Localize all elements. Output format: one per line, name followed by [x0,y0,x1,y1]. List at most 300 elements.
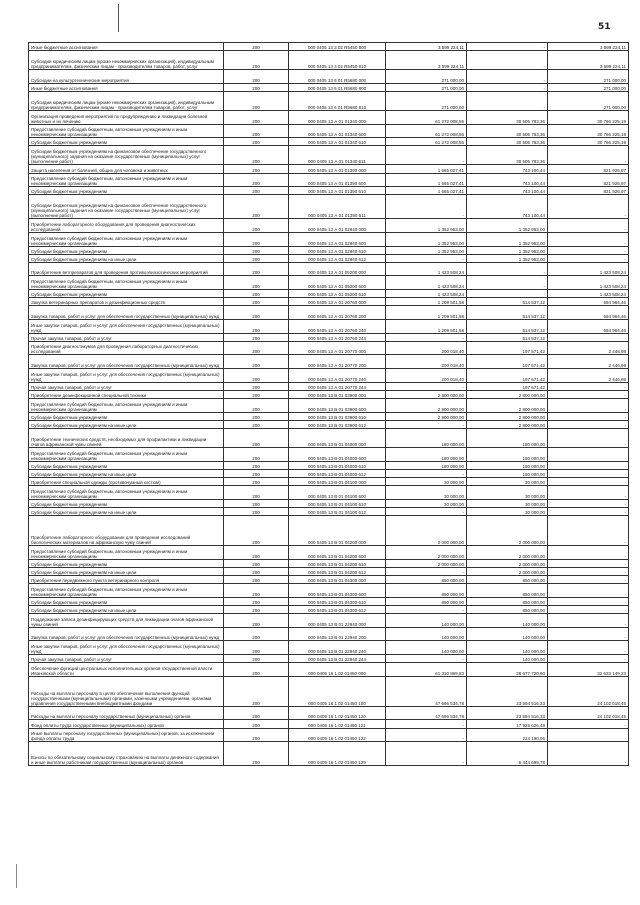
row-unexecuted-cell: - [548,742,629,766]
row-executed-cell: 180 000,00 [467,469,548,477]
row-approved-cell: 850 000,00 [386,584,467,598]
row-ved-code-cell: 200 [224,614,289,628]
row-budget-code-cell: 000 0405 13 А 01 02840 612 [289,254,386,262]
row-approved-cell: 200 018,40 [386,369,467,383]
table-row [29,173,629,187]
table-row [29,187,629,195]
table-row [29,559,629,567]
row-budget-code-cell: 000 0405 16 1 02 01450 100 [289,676,386,706]
row-approved-cell: 1 423 508,24 [386,290,467,298]
row-approved-cell: 30 000,00 [386,499,467,507]
row-name-cell: Фонд оплаты труда государственных (муниципальных) органов [29,720,224,728]
row-name-cell: Обеспечение функций центральных исполнительных органов государственной власти Ивановской области [29,663,224,677]
row-ved-code-cell: 200 [224,195,289,219]
table-row [29,720,629,728]
row-name-cell: Предоставление субсидий бюджетным, автономным учреждениям и иным некоммерческим организациям [29,584,224,598]
row-name-cell: Приобретение дезинфекционной специальной техники [29,390,224,398]
row-name-cell: Приобретение диагностикумов для проведения лабораторных диагностических исследований [29,341,224,355]
row-ved-code-cell: 200 [224,720,289,728]
row-unexecuted-cell: 24 102 018,45 [548,676,629,706]
row-budget-code-cell: 000 0405 13 А 01 20760 000 [289,298,386,306]
row-executed-cell: 743 100,44 [467,173,548,187]
row-ved-code-cell: 200 [224,246,289,254]
table-row [29,627,629,641]
row-approved-cell: 140 000,00 [386,641,467,655]
row-approved-cell: 30 000,00 [386,486,467,500]
row-name-cell: Закупка товаров, работ и услуг для обеспечения государственных (муниципальных) нужд [29,627,224,641]
row-budget-code-cell: 000 0405 13 А 01 02840 600 [289,232,386,246]
row-name-cell: Субсидии бюджетным учреждениям [29,597,224,605]
row-ved-code-cell: 200 [224,576,289,584]
row-executed-cell: 2 800 000,00 [467,412,548,420]
row-name-cell: Субсидии на культуртехнические мероприятия [29,70,224,84]
row-unexecuted-cell: 1 423 508,24 [548,276,629,290]
row-approved-cell: 3 599 224,11 [386,51,467,70]
row-unexecuted-cell: - [548,398,629,412]
row-name-cell: Субсидии бюджетным учреждениям [29,290,224,298]
table-row [29,398,629,412]
row-ved-code-cell: 200 [224,382,289,390]
row-unexecuted-cell: 271 000,00 [548,83,629,91]
row-name-cell: Субсидии бюджетным учреждениям [29,461,224,469]
row-unexecuted-cell: - [548,382,629,390]
row-budget-code-cell: 000 0405 13 В 01 04000 610 [289,461,386,469]
row-unexecuted-cell: 694 964,46 [548,320,629,334]
row-budget-code-cell: 000 0405 13 А 01 20760 240 [289,320,386,334]
row-approved-cell: 47 696 534,78 [386,676,467,706]
row-unexecuted-cell: - [548,499,629,507]
row-executed-cell: - [467,70,548,84]
table-row [29,420,629,428]
table-row [29,355,629,369]
row-approved-cell: 1 209 501,58 [386,298,467,306]
table-row [29,428,629,447]
table-row [29,706,629,720]
row-executed-cell: 140 000,00 [467,627,548,641]
row-budget-code-cell: 000 0405 13 А 01 01390 611 [289,195,386,219]
row-ved-code-cell: 200 [224,486,289,500]
row-name-cell: Прочая закупка товаров, работ и услуг [29,654,224,662]
row-budget-code-cell: 000 0405 13 В 01 04200 610 [289,559,386,567]
row-name-cell: Предоставление субсидий бюджетным, автономным учреждениям и иным некоммерческим организациям [29,232,224,246]
row-ved-code-cell: 200 [224,398,289,412]
row-unexecuted-cell: - [548,428,629,447]
row-executed-cell: 180 000,00 [467,461,548,469]
row-budget-code-cell: 000 0405 13 В 01 04100 610 [289,499,386,507]
row-ved-code-cell: 200 [224,219,289,233]
row-unexecuted-cell: 30 766 225,19 [548,138,629,146]
row-executed-cell: 30 505 783,36 [467,146,548,165]
row-budget-code-cell: 000 0405 13 А 01 01340 000 [289,110,386,124]
row-name-cell: Предоставление субсидий бюджетным, автономным учреждениям и иным некоммерческим организациям [29,447,224,461]
row-name-cell: Субсидии бюджетным учреждениям на иные цели [29,469,224,477]
row-name-cell: Приобретение лабораторного оборудования для проведения исследований биологических материалов на африканскую чуму свиней [29,516,224,546]
row-executed-cell: 514 537,12 [467,320,548,334]
row-executed-cell: 30 505 783,36 [467,138,548,146]
row-name-cell: Приобретение ветпрепаратов для проведения противоэпизоотических мероприятий [29,262,224,276]
row-unexecuted-cell: - [548,486,629,500]
row-ved-code-cell: 200 [224,606,289,614]
table-row [29,341,629,355]
row-approved-cell: 1 352 953,00 [386,246,467,254]
row-unexecuted-cell: 2 446,98 [548,369,629,383]
row-executed-cell: - [467,51,548,70]
row-budget-code-cell: 000 0405 13 В 01 04000 600 [289,447,386,461]
row-budget-code-cell: 000 0405 13 В 01 03900 612 [289,420,386,428]
row-unexecuted-cell: 821 926,97 [548,173,629,187]
row-approved-cell: - [386,420,467,428]
row-executed-cell: - [467,276,548,290]
table-row [29,298,629,306]
row-unexecuted-cell: - [548,597,629,605]
row-executed-cell: 850 000,00 [467,584,548,598]
row-executed-cell: 2 800 000,00 [467,420,548,428]
row-unexecuted-cell: - [548,195,629,219]
row-approved-cell: 180 000,00 [386,428,467,447]
row-ved-code-cell: 200 [224,276,289,290]
table-row [29,486,629,500]
row-ved-code-cell: 200 [224,499,289,507]
row-executed-cell: 514 537,12 [467,333,548,341]
row-executed-cell: 850 000,00 [467,576,548,584]
row-unexecuted-cell: - [548,567,629,575]
table-row [29,262,629,276]
row-unexecuted-cell: - [548,614,629,628]
row-approved-cell: 47 696 534,78 [386,706,467,720]
row-ved-code-cell: 200 [224,676,289,706]
row-unexecuted-cell: 2 446,98 [548,355,629,369]
row-ved-code-cell: 200 [224,290,289,298]
table-row [29,290,629,298]
row-name-cell: Иные закупки товаров, работ и услуг для обеспечения государственных (муниципальных) нужд [29,369,224,383]
row-ved-code-cell: 200 [224,51,289,70]
row-name-cell: Приобретение передвижного пункта ветеринарного контроля [29,576,224,584]
row-ved-code-cell: 200 [224,516,289,546]
row-budget-code-cell: 000 0405 13 В 01 22940 000 [289,614,386,628]
row-ved-code-cell: 200 [224,254,289,262]
row-executed-cell: - [467,262,548,276]
row-executed-cell: - [467,83,548,91]
table-row [29,641,629,655]
row-name-cell: Приобретение технических средств, необходимых для профилактики и ликвидации очагов африканской чумы свиней [29,428,224,447]
row-executed-cell: 2 800 000,00 [467,390,548,398]
row-approved-cell: 850 000,00 [386,576,467,584]
row-budget-code-cell: 000 0405 13 В 01 04300 000 [289,576,386,584]
row-approved-cell: 180 000,00 [386,461,467,469]
row-executed-cell: - [467,43,548,51]
row-name-cell: Предоставление субсидий бюджетным, автономным учреждениям и иным некоммерческим организациям [29,124,224,138]
row-budget-code-cell: 000 0405 13 А 01 01390 000 [289,165,386,173]
row-approved-cell: 271 000,00 [386,83,467,91]
row-name-cell: Закупка товаров, работ и услуг для обеспечения государственных (муниципальных) нужд [29,355,224,369]
row-budget-code-cell: 000 0405 13 6 01 R5680 000 [289,70,386,84]
row-budget-code-cell: 000 0405 13 В 01 04100 612 [289,507,386,515]
table-row [29,91,629,110]
table-row [29,584,629,598]
row-name-cell: Субсидии бюджетным учреждениям [29,187,224,195]
table-row [29,138,629,146]
row-ved-code-cell: 200 [224,165,289,173]
row-name-cell: Предоставление субсидий бюджетным, автономным учреждениям и иным некоммерческим организациям [29,546,224,560]
row-name-cell: Расходы на выплаты персоналу в целях обеспечения выполнения функций государственными (муниципальными) органами, казенными учреждениями, органами управления государственными внебюджетными фондами [29,676,224,706]
table-row [29,232,629,246]
row-ved-code-cell: 200 [224,546,289,560]
row-executed-cell: 23 594 516,33 [467,676,548,706]
row-approved-cell: 1 209 501,58 [386,306,467,320]
row-ved-code-cell: 200 [224,91,289,110]
row-approved-cell: 61 272 008,55 [386,110,467,124]
row-name-cell: Предоставление субсидий бюджетным, автономным учреждениям и иным некоммерческим организациям [29,276,224,290]
row-budget-code-cell: 000 0405 13 В 01 04100 600 [289,486,386,500]
row-name-cell: Закупка ветеринарных препаратов и дезинфекционных средств [29,298,224,306]
row-executed-cell: 2 000 000,00 [467,559,548,567]
row-unexecuted-cell: - [548,507,629,515]
row-executed-cell: 140 000,00 [467,654,548,662]
row-unexecuted-cell: - [548,720,629,728]
row-unexecuted-cell: - [548,246,629,254]
row-budget-code-cell: 000 0405 13 А 01 05200 600 [289,276,386,290]
row-budget-code-cell: 000 0405 13 В 01 04300 610 [289,597,386,605]
row-name-cell: Субсидии бюджетным учреждениям на финансовое обеспечение государственного (муниципального) задания на оказание государственных (муниципальных) услуг (выполнение работ) [29,195,224,219]
row-unexecuted-cell: - [548,516,629,546]
row-approved-cell: - [386,720,467,728]
row-approved-cell: - [386,469,467,477]
row-unexecuted-cell: 2 446,98 [548,341,629,355]
row-name-cell: Иные бюджетные ассигнования [29,43,224,51]
table-row [29,390,629,398]
row-ved-code-cell: 200 [224,320,289,334]
row-approved-cell: 30 000,00 [386,477,467,485]
row-unexecuted-cell: 821 926,97 [548,187,629,195]
row-unexecuted-cell: 30 766 225,19 [548,124,629,138]
table-row [29,546,629,560]
table-row [29,567,629,575]
row-ved-code-cell: 200 [224,298,289,306]
row-ved-code-cell: 200 [224,390,289,398]
row-ved-code-cell: 200 [224,138,289,146]
table-row [29,614,629,628]
row-executed-cell: 17 925 626,48 [467,720,548,728]
row-unexecuted-cell: - [548,606,629,614]
row-name-cell: Субсидии бюджетным учреждениям на иные цели [29,606,224,614]
row-budget-code-cell: 000 0405 13 В 01 22940 200 [289,627,386,641]
table-row [29,276,629,290]
table-row [29,676,629,706]
table-row [29,369,629,383]
row-approved-cell: 61 272 008,55 [386,138,467,146]
row-executed-cell: 2 000 000,00 [467,567,548,575]
row-budget-code-cell: 000 0405 13 А 01 05200 610 [289,290,386,298]
row-executed-cell: 850 000,00 [467,606,548,614]
row-name-cell: Субсидии бюджетным учреждениям на иные цели [29,420,224,428]
row-executed-cell: 850 000,00 [467,597,548,605]
row-approved-cell: 850 000,00 [386,597,467,605]
table-row [29,742,629,766]
row-unexecuted-cell: - [548,447,629,461]
row-budget-code-cell: 000 0405 13 А 01 20760 200 [289,306,386,320]
row-approved-cell: 140 000,00 [386,627,467,641]
row-budget-code-cell: 000 0405 13 В 01 04200 612 [289,567,386,575]
row-ved-code-cell: 200 [224,83,289,91]
row-budget-code-cell: 000 0405 13 А 01 01340 610 [289,138,386,146]
row-budget-code-cell: 000 0405 13 В 01 22940 244 [289,654,386,662]
row-executed-cell: 197 571,42 [467,341,548,355]
row-approved-cell: 200 018,40 [386,355,467,369]
row-executed-cell: 140 000,00 [467,641,548,655]
row-unexecuted-cell: - [548,219,629,233]
table-row [29,124,629,138]
row-ved-code-cell: 200 [224,654,289,662]
row-ved-code-cell: 200 [224,728,289,742]
row-approved-cell: 2 800 000,00 [386,390,467,398]
table-row [29,83,629,91]
row-approved-cell: - [386,146,467,165]
row-ved-code-cell: 200 [224,355,289,369]
table-row [29,654,629,662]
row-budget-code-cell: 000 0405 13 В 01 04000 000 [289,428,386,447]
row-name-cell: Субсидии бюджетным учреждениям [29,499,224,507]
row-ved-code-cell: 200 [224,742,289,766]
table-row [29,447,629,461]
row-name-cell: Расходы на выплаты персоналу государственных (муниципальных) органов [29,706,224,720]
row-executed-cell: 30 000,00 [467,486,548,500]
row-approved-cell: 140 000,00 [386,614,467,628]
row-executed-cell: 1 352 953,00 [467,246,548,254]
row-unexecuted-cell: - [548,477,629,485]
table-row [29,254,629,262]
row-ved-code-cell: 200 [224,262,289,276]
row-executed-cell: 30 505 783,36 [467,124,548,138]
row-approved-cell: 61 310 869,83 [386,663,467,677]
table-row [29,606,629,614]
row-budget-code-cell: 000 0405 13 В 01 03900 000 [289,390,386,398]
row-executed-cell: 30 000,00 [467,507,548,515]
row-unexecuted-cell: - [548,461,629,469]
row-name-cell: Предоставление субсидий бюджетным, автономным учреждениям и иным некоммерческим организациям [29,398,224,412]
row-executed-cell: 28 677 720,60 [467,663,548,677]
table-row [29,412,629,420]
row-budget-code-cell: 000 0405 13 В 01 04300 600 [289,584,386,598]
row-name-cell: Иные закупки товаров, работ и услуг для обеспечения государственных (муниципальных) нужд [29,320,224,334]
row-name-cell: Субсидии бюджетным учреждениям на иные цели [29,567,224,575]
table-row [29,663,629,677]
row-budget-code-cell: 000 0405 13 А 01 01390 600 [289,173,386,187]
row-name-cell: Организация проведения мероприятий по предупреждению и ликвидации болезней животных и их лечению [29,110,224,124]
row-name-cell: Субсидии бюджетным учреждениям [29,412,224,420]
row-ved-code-cell: 200 [224,333,289,341]
row-budget-code-cell: 000 0405 13 А 01 05200 000 [289,262,386,276]
row-budget-code-cell: 000 0405 13 6 01 R5680 800 [289,83,386,91]
row-approved-cell: 1 423 508,24 [386,276,467,290]
row-executed-cell: 743 100,44 [467,165,548,173]
row-budget-code-cell: 000 0405 13 А 01 02840 610 [289,246,386,254]
row-unexecuted-cell: - [548,627,629,641]
row-unexecuted-cell: 1 423 508,24 [548,262,629,276]
row-unexecuted-cell: - [548,584,629,598]
row-executed-cell: 743 100,44 [467,187,548,195]
row-approved-cell: - [386,254,467,262]
budget-table [28,42,629,766]
row-executed-cell: - [467,290,548,298]
row-name-cell: Прочая закупка товаров, работ и услуг [29,382,224,390]
row-unexecuted-cell: - [548,654,629,662]
row-ved-code-cell: 200 [224,43,289,51]
row-approved-cell: - [386,333,467,341]
row-budget-code-cell: 000 0405 13 В 01 03900 610 [289,412,386,420]
row-budget-code-cell: 000 0405 13 А 01 20770 000 [289,341,386,355]
row-executed-cell: 743 100,44 [467,195,548,219]
row-executed-cell: 2 000 000,00 [467,516,548,546]
row-approved-cell: - [386,507,467,515]
table-row [29,146,629,165]
row-executed-cell: 224 190,06 [467,728,548,742]
row-executed-cell: 30 505 783,36 [467,110,548,124]
row-approved-cell: - [386,606,467,614]
row-approved-cell: 1 423 508,24 [386,262,467,276]
row-approved-cell: 1 352 953,00 [386,219,467,233]
row-unexecuted-cell: 24 102 018,45 [548,706,629,720]
row-ved-code-cell: 200 [224,124,289,138]
table-row [29,382,629,390]
scan-margin-mark [16,864,17,888]
row-executed-cell: 140 000,00 [467,614,548,628]
row-unexecuted-cell: 694 964,46 [548,298,629,306]
table-row [29,306,629,320]
row-unexecuted-cell: - [548,546,629,560]
row-ved-code-cell: 200 [224,173,289,187]
row-unexecuted-cell: 821 926,97 [548,165,629,173]
row-executed-cell: 2 800 000,00 [467,398,548,412]
row-name-cell: Субсидии юридическим лицам (кроме некоммерческих организаций), индивидуальным предпринимателям, физическим лицам - производителям товаров, работ, услуг [29,51,224,70]
row-approved-cell: 1 565 027,41 [386,165,467,173]
row-ved-code-cell: 200 [224,584,289,598]
row-ved-code-cell: 200 [224,567,289,575]
row-ved-code-cell: 200 [224,706,289,720]
row-name-cell: Взносы по обязательному социальному страхованию на выплаты денежного содержания и иные выплаты работникам государственных (муниципальных) органов [29,742,224,766]
row-unexecuted-cell: 1 423 508,24 [548,290,629,298]
budget-table-body [29,43,629,766]
row-approved-cell: 2 800 000,00 [386,398,467,412]
row-executed-cell: 1 352 953,00 [467,254,548,262]
row-approved-cell: 1 565 027,41 [386,173,467,187]
row-budget-code-cell: 000 0405 13 В 01 04200 600 [289,546,386,560]
row-budget-code-cell: 000 0405 13 В 01 22940 240 [289,641,386,655]
page-number: 51 [598,22,611,32]
row-name-cell: Прочая закупка товаров, работ и услуг [29,333,224,341]
row-executed-cell: 197 571,42 [467,369,548,383]
row-budget-code-cell: 000 0405 13 В 01 04100 000 [289,477,386,485]
row-executed-cell: 180 000,00 [467,447,548,461]
row-executed-cell: 197 571,42 [467,355,548,369]
row-ved-code-cell: 200 [224,461,289,469]
row-approved-cell: - [386,382,467,390]
row-unexecuted-cell: - [548,146,629,165]
row-name-cell: Приобретение лабораторного оборудования для проведения диагностических исследований [29,219,224,233]
row-executed-cell: 514 537,12 [467,298,548,306]
row-budget-code-cell: 000 0405 13 3 02 R5450 800 [289,43,386,51]
table-row [29,469,629,477]
row-unexecuted-cell: - [548,333,629,341]
scan-punch-mark [118,4,119,32]
row-ved-code-cell: 200 [224,369,289,383]
table-row [29,461,629,469]
table-row [29,219,629,233]
row-unexecuted-cell: 30 766 225,19 [548,110,629,124]
row-unexecuted-cell: 271 000,00 [548,91,629,110]
row-name-cell: Иные бюджетные ассигнования [29,83,224,91]
row-ved-code-cell: 200 [224,447,289,461]
table-row [29,320,629,334]
